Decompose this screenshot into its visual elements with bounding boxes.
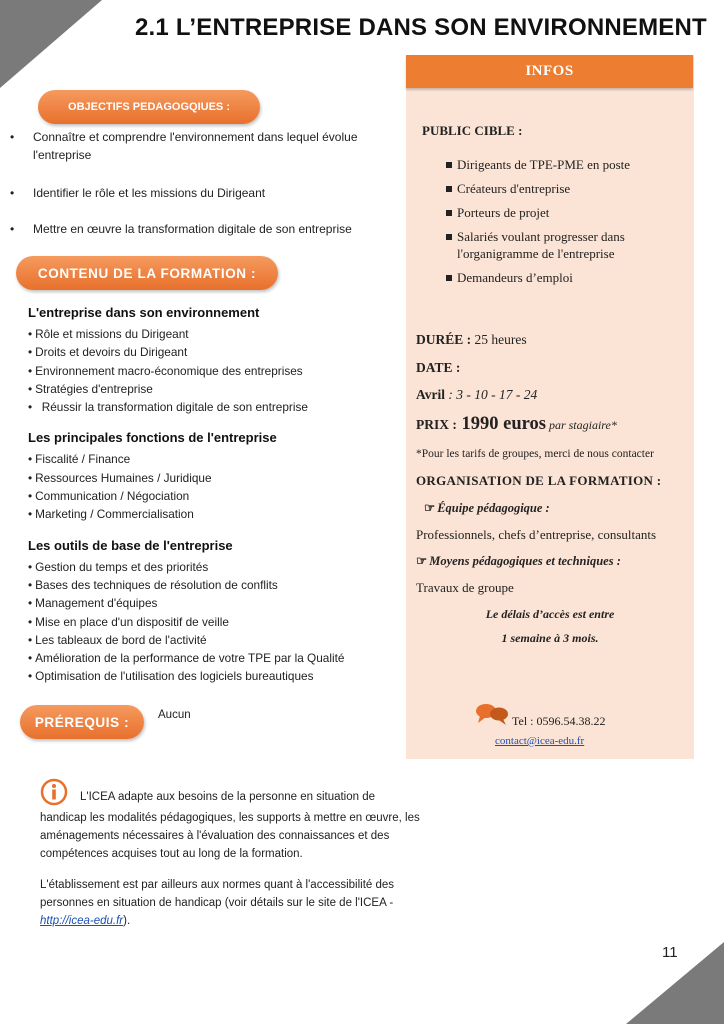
list-item: • Droits et devoirs du Dirigeant — [28, 345, 188, 360]
objectif-item: • Mettre en œuvre la transformation digitale de son entreprise — [10, 220, 385, 238]
section-list — [28, 558, 378, 686]
equipe-value: Professionnels, chefs d’entreprise, consultants — [416, 527, 657, 542]
duree — [416, 332, 527, 348]
moyens-label: ☞ Moyens pédagogiques et techniques : — [416, 554, 621, 568]
prerequis-label: PRÉREQUIS : — [20, 705, 144, 739]
chat-bubbles-icon — [474, 702, 510, 726]
objectif-item: • Identifier le rôle et les missions du Dirigeant — [10, 184, 385, 202]
icea-website-link[interactable]: http://icea-edu.fr — [40, 915, 124, 927]
list-item: • Ressources Humaines / Juridique — [28, 470, 212, 485]
list-item: • Réussir la transformation digitale de son entreprise — [28, 400, 308, 415]
list-item: • Bases des techniques de résolution de conflits — [28, 577, 278, 592]
list-item: Porteurs de projet — [446, 205, 686, 222]
section-heading: Les outils de base de l'entreprise — [28, 537, 233, 553]
contenu-sections — [28, 305, 378, 700]
organisation-label: ORGANISATION DE LA FORMATION : — [416, 473, 662, 488]
list-item: Dirigeants de TPE-PME en poste — [446, 157, 686, 174]
list-item: • Gestion du temps et des priorités — [28, 559, 209, 574]
prix-amount: 1990 euros — [456, 414, 546, 434]
corner-decoration-top-left — [0, 0, 102, 88]
prerequis-value: Aucun — [158, 709, 191, 721]
prix — [416, 414, 617, 435]
date-avril — [416, 387, 537, 403]
avril-dates: : 3 - 10 - 17 - 24 — [445, 387, 538, 402]
accessibilite-text: L'établissement est par ailleurs aux normes quant à l'accessibilité des personnes en situation de handicap (voir détails sur le site de l'ICEA - http://icea-edu.fr). — [40, 879, 395, 927]
hand-pointer-icon: ☞ — [416, 554, 428, 568]
objectifs-list — [10, 128, 385, 238]
handicap-text: handicap les modalités pédagogiques, les supports à mettre en œuvre, les aménagements nécessaires à l'évaluation des connaissances et des compétences acquises tout au long de la formation. — [40, 812, 420, 860]
objectif-item: • Connaître et comprendre l'environnement dans lequel évolue l'entreprise — [10, 128, 385, 164]
list-item: • Optimisation de l'utilisation des logiciels bureautiques — [28, 669, 314, 684]
info-header: INFOS — [406, 55, 693, 88]
list-item: • Amélioration de la performance de votre TPE par la Qualité — [28, 651, 345, 666]
date-label: DATE : — [416, 360, 461, 375]
list-item: • Marketing / Commercialisation — [28, 507, 194, 522]
objectifs-label: OBJECTIFS PEDAGOGQIUES : — [38, 90, 260, 124]
list-item: • Communication / Négociation — [28, 489, 190, 504]
handicap-text-first-line: L'ICEA adapte aux besoins de la personne en situation de — [80, 791, 376, 803]
info-icon — [40, 778, 68, 806]
contact-email-link[interactable]: contact@icea-edu.fr — [495, 735, 585, 747]
section-heading: Les principales fonctions de l'entreprise — [28, 430, 277, 446]
prix-label: PRIX : — [416, 417, 457, 432]
list-item: Salariés voulant progresser dans l'organigramme de l'entreprise — [446, 229, 686, 262]
list-item: • Fiscalité / Finance — [28, 452, 131, 467]
equipe-label: ☞ Équipe pédagogique : — [424, 501, 550, 515]
list-item: • Rôle et missions du Dirigeant — [28, 327, 189, 341]
telephone: Tel : 0596.54.38.22 — [512, 714, 606, 728]
list-item: Créateurs d'entreprise — [446, 181, 686, 198]
public-cible-list — [446, 157, 686, 294]
list-item: Demandeurs d’emploi — [446, 270, 686, 287]
duree-value: 25 heures — [471, 332, 527, 347]
list-item: • Management d'équipes — [28, 596, 158, 611]
duree-label: DURÉE : — [416, 332, 472, 347]
page-number: 11 — [662, 944, 678, 961]
hand-pointer-icon: ☞ — [424, 501, 436, 515]
contenu-label: CONTENU DE LA FORMATION : — [16, 256, 278, 290]
tarifs-note: *Pour les tarifs de groupes, merci de nous contacter — [416, 448, 654, 460]
list-item: • Mise en place d'un dispositif de veille — [28, 614, 229, 629]
avril-label: Avril — [416, 387, 445, 402]
list-item: • Les tableaux de bord de l'activité — [28, 632, 207, 647]
section-list — [28, 325, 378, 416]
section-list — [28, 450, 378, 523]
section-heading: L'entreprise dans son environnement — [28, 305, 260, 320]
delai-line-1: Le délais d’accès est entre — [485, 607, 615, 621]
moyens-value: Travaux de groupe — [416, 580, 514, 595]
page-title: 2.1 L’ENTREPRISE DANS SON ENVIRONNEMENT — [135, 14, 707, 41]
public-cible-label: PUBLIC CIBLE : — [422, 123, 523, 138]
prix-suffix: par stagiaire* — [545, 418, 617, 432]
list-item: • Environnement macro-économique des entreprises — [28, 363, 303, 378]
list-item: • Stratégies d'entreprise — [28, 381, 153, 396]
delai-line-2: 1 semaine à 3 mois. — [501, 631, 599, 645]
